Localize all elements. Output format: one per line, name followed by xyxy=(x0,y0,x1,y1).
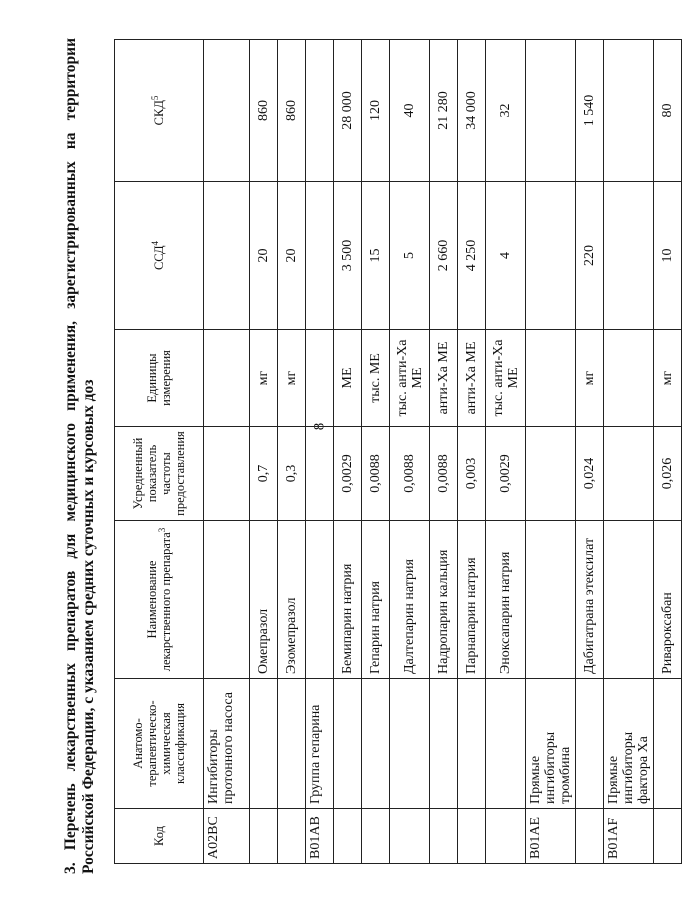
table-cell xyxy=(526,182,576,330)
table-cell xyxy=(526,427,576,521)
table-cell: Надропарин кальция xyxy=(430,521,458,679)
table-cell: тыс. МЕ xyxy=(362,330,390,427)
table-cell: B01AE xyxy=(526,809,576,864)
table-cell xyxy=(306,40,334,182)
table-cell: 28 000 xyxy=(334,40,362,182)
table-cell xyxy=(204,182,250,330)
column-header: Усредненный показатель частоты предоставления xyxy=(115,427,204,521)
table-cell: мг xyxy=(250,330,278,427)
table-row xyxy=(250,40,278,864)
table-row xyxy=(430,40,458,864)
column-header: Наименование лекарственного препарата$^3$ xyxy=(115,521,204,679)
table-cell xyxy=(204,330,250,427)
table-cell xyxy=(654,809,682,864)
table-cell: 3 500 xyxy=(334,182,362,330)
table-cell xyxy=(604,40,654,182)
table-cell: Эноксапарин натрия xyxy=(486,521,526,679)
page-number: 8 xyxy=(311,422,328,431)
table-cell: 4 250 xyxy=(458,182,486,330)
table-cell: A02BC xyxy=(204,809,250,864)
table-cell: анти-Ха МЕ xyxy=(430,330,458,427)
table-cell xyxy=(306,330,334,427)
table-row xyxy=(306,40,334,864)
table-cell: тыс. анти-Ха МЕ xyxy=(390,330,430,427)
table-cell: Ингибиторы протонного насоса xyxy=(204,679,250,809)
table-cell xyxy=(430,679,458,809)
heading-line-1: 3. Перечень лекарственных препаратов для медицинского применения, зарегистрированных на территории xyxy=(62,38,79,874)
table-cell: Прямые ингибиторы фактора Ха xyxy=(604,679,654,809)
table-cell: Гепарин натрия xyxy=(362,521,390,679)
table-row xyxy=(278,40,306,864)
table-cell xyxy=(604,427,654,521)
table-cell: тыс. анти-Ха МЕ xyxy=(486,330,526,427)
table-cell: мг xyxy=(654,330,682,427)
table-cell: 860 xyxy=(278,40,306,182)
heading-line-2: Российской Федерации, с указанием средних суточных и курсовых доз xyxy=(80,379,97,874)
table-cell: 0,3 xyxy=(278,427,306,521)
table-cell xyxy=(334,809,362,864)
table-cell xyxy=(654,679,682,809)
table-cell: 20 xyxy=(250,182,278,330)
table-cell: анти-Ха МЕ xyxy=(458,330,486,427)
table-row xyxy=(390,40,430,864)
table-row xyxy=(604,40,654,864)
table-cell: 860 xyxy=(250,40,278,182)
table-cell: мг xyxy=(576,330,604,427)
drug-table xyxy=(114,39,682,864)
table-row xyxy=(362,40,390,864)
table-cell xyxy=(362,809,390,864)
table-cell: Группа гепарина xyxy=(306,679,334,809)
table-cell: 40 xyxy=(390,40,430,182)
table-cell xyxy=(390,809,430,864)
table-cell xyxy=(486,679,526,809)
table-row xyxy=(576,40,604,864)
table-cell: мг xyxy=(278,330,306,427)
table-cell: 0,0088 xyxy=(430,427,458,521)
table-cell: Прямые ингибиторы тромбина xyxy=(526,679,576,809)
column-header: ССД$^4$ xyxy=(115,182,204,330)
table-cell: Омепразол xyxy=(250,521,278,679)
table-cell: 2 660 xyxy=(430,182,458,330)
table-cell: 0,7 xyxy=(250,427,278,521)
table-cell: 0,026 xyxy=(654,427,682,521)
table-cell xyxy=(362,679,390,809)
section-heading xyxy=(62,38,114,888)
table-cell xyxy=(204,521,250,679)
table-cell xyxy=(430,809,458,864)
table-cell: Парнапарин натрия xyxy=(458,521,486,679)
column-header: Анатомо-терапевтическо-химическая классификация xyxy=(115,679,204,809)
table-cell xyxy=(306,182,334,330)
table-cell xyxy=(604,330,654,427)
table-cell xyxy=(486,809,526,864)
table-cell: Ривароксабан xyxy=(654,521,682,679)
table-cell xyxy=(526,521,576,679)
column-header: Код xyxy=(115,809,204,864)
table-row xyxy=(486,40,526,864)
table-cell xyxy=(526,330,576,427)
table-row xyxy=(526,40,576,864)
table-cell: 34 000 xyxy=(458,40,486,182)
table-cell xyxy=(306,521,334,679)
table-cell: 5 xyxy=(390,182,430,330)
table-cell xyxy=(250,809,278,864)
table-cell: МЕ xyxy=(334,330,362,427)
table-cell xyxy=(576,679,604,809)
table-cell xyxy=(390,679,430,809)
table-cell: 15 xyxy=(362,182,390,330)
table-cell: B01AF xyxy=(604,809,654,864)
table-cell: 0,024 xyxy=(576,427,604,521)
table-cell xyxy=(576,809,604,864)
table-cell xyxy=(604,182,654,330)
table-cell: 20 xyxy=(278,182,306,330)
rotated-page-content xyxy=(62,38,675,888)
table-cell xyxy=(278,809,306,864)
table-cell xyxy=(334,679,362,809)
table-cell xyxy=(250,679,278,809)
table-cell: Бемипарин натрия xyxy=(334,521,362,679)
table-cell: Далтепарин натрия xyxy=(390,521,430,679)
table-cell xyxy=(604,521,654,679)
table-cell: 0,0088 xyxy=(390,427,430,521)
table-cell: Эзомепразол xyxy=(278,521,306,679)
table-cell xyxy=(526,40,576,182)
table-row xyxy=(458,40,486,864)
table-body xyxy=(204,40,682,864)
table-cell: 0,003 xyxy=(458,427,486,521)
table-cell: 0,0029 xyxy=(486,427,526,521)
table-cell: 10 xyxy=(654,182,682,330)
table-cell: 0,0088 xyxy=(362,427,390,521)
table-cell: 21 280 xyxy=(430,40,458,182)
table-cell xyxy=(458,679,486,809)
table-cell xyxy=(458,809,486,864)
table-cell: 80 xyxy=(654,40,682,182)
table-cell: B01AB xyxy=(306,809,334,864)
table-cell: 120 xyxy=(362,40,390,182)
table-cell xyxy=(306,427,334,521)
table-row xyxy=(654,40,682,864)
table-cell: 1 540 xyxy=(576,40,604,182)
column-header: СКД$^5$ xyxy=(115,40,204,182)
table-row xyxy=(334,40,362,864)
table-cell xyxy=(204,427,250,521)
table-cell: 0,0029 xyxy=(334,427,362,521)
table-cell: 220 xyxy=(576,182,604,330)
table-header-row xyxy=(115,40,204,864)
table-cell xyxy=(278,679,306,809)
table-cell: 32 xyxy=(486,40,526,182)
table-row xyxy=(204,40,250,864)
table-cell: 4 xyxy=(486,182,526,330)
column-header: Единицы измерения xyxy=(115,330,204,427)
table-cell: Дабигатрана этексилат xyxy=(576,521,604,679)
table-cell xyxy=(204,40,250,182)
